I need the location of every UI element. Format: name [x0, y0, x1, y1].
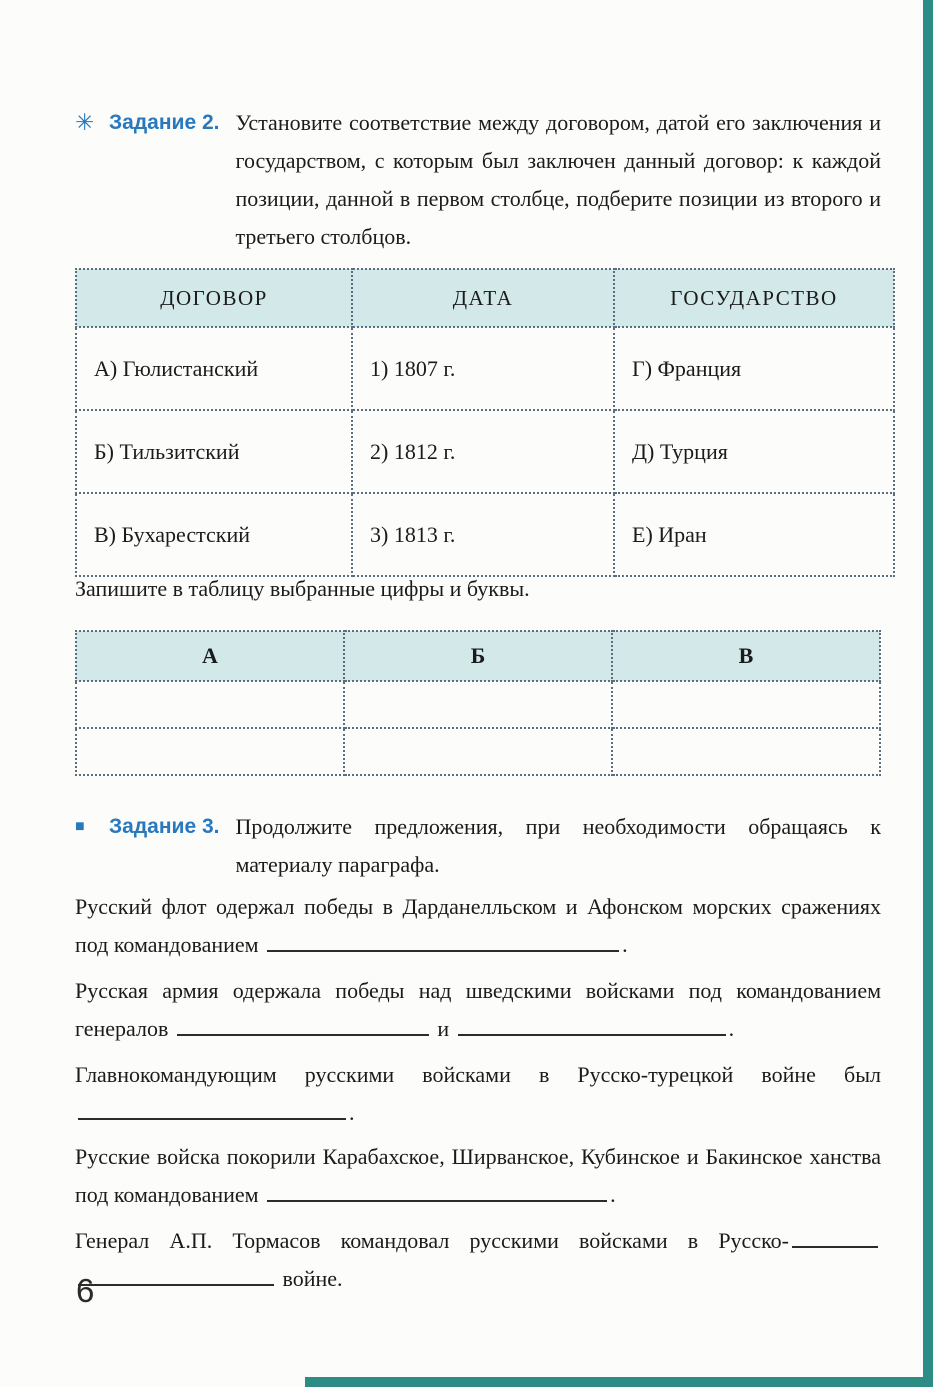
- sentence-5-text: Генерал А.П. Тормасов командовал русскими войсками в Русско-: [75, 1228, 789, 1253]
- task3-header: [75, 808, 881, 884]
- cell-date: 2) 1812 г.: [352, 410, 614, 493]
- table-row: [76, 493, 894, 576]
- answer-blank: [78, 1281, 274, 1286]
- answer-blank: [78, 1115, 346, 1120]
- sentence-3-text: Главнокомандующим русскими войсками в Русско-турецкой войне был: [75, 1062, 881, 1087]
- page-edge-stripe: [923, 0, 933, 1387]
- sentence-3-tail: .: [349, 1100, 355, 1125]
- answer-blank: [458, 1031, 726, 1036]
- page-bottom-stripe: [305, 1377, 933, 1387]
- table-row: [76, 327, 894, 410]
- task3-text: Продолжите предложения, при необходимости обращаясь к материалу параграфа.: [235, 814, 881, 877]
- answer-header-b: Б: [344, 631, 612, 681]
- matching-table: [75, 268, 895, 577]
- answer-header-v: В: [612, 631, 880, 681]
- answer-header-a: А: [76, 631, 344, 681]
- cell-date: 3) 1813 г.: [352, 493, 614, 576]
- sentence-2: [75, 972, 881, 1048]
- answer-prompt: Запишите в таблицу выбранные цифры и буквы.: [75, 576, 530, 601]
- task3-label: Задание 3.: [109, 815, 220, 838]
- sentence-3: [75, 1056, 881, 1132]
- sentence-4: [75, 1138, 881, 1214]
- answer-cell: [612, 728, 880, 775]
- sentence-4-tail: .: [610, 1182, 616, 1207]
- sentence-2-tail: .: [728, 1016, 735, 1041]
- answer-blank: [267, 947, 619, 952]
- answer-row: [76, 728, 880, 775]
- answer-blank: [267, 1197, 607, 1202]
- sentence-2-conjunction: и: [437, 1016, 450, 1041]
- sentence-5-tail: войне.: [282, 1266, 343, 1291]
- answer-cell: [76, 728, 344, 775]
- matching-table-header-row: [76, 269, 894, 327]
- task2-header: [75, 104, 881, 256]
- cell-state: Е) Иран: [614, 493, 894, 576]
- square-bullet-icon: ■: [75, 818, 85, 835]
- sentence-1: [75, 888, 881, 964]
- answer-blank: [792, 1243, 878, 1248]
- sentence-4-text: Русские войска покорили Карабахское, Ширванское, Кубинское и Бакинское ханства под командованием: [75, 1144, 881, 1207]
- sentence-1-tail: .: [622, 932, 628, 957]
- answer-cell: [344, 681, 612, 728]
- answer-cell: [76, 681, 344, 728]
- cell-state: Д) Турция: [614, 410, 894, 493]
- page-number: 6: [76, 1272, 95, 1309]
- header-state: ГОСУДАРСТВО: [614, 269, 894, 327]
- answer-table: [75, 630, 881, 776]
- sentence-1-text: Русский флот одержал победы в Дарданелльском и Афонском морских сражениях под командованием: [75, 894, 881, 957]
- answer-cell: [344, 728, 612, 775]
- cell-treaty: А) Гюлистанский: [76, 327, 352, 410]
- task2-label: Задание 2.: [109, 111, 220, 134]
- asterisk-icon: ✳: [75, 110, 95, 135]
- sentence-5: [75, 1222, 881, 1298]
- sentence-2-text: Русская армия одержала победы над шведскими войсками под командованием генералов: [75, 978, 881, 1041]
- header-treaty: ДОГОВОР: [76, 269, 352, 327]
- cell-state: Г) Франция: [614, 327, 894, 410]
- task2-text: Установите соответствие между договором, датой его заключения и государством, с которым был заключен данный договор: к каждой позиции, данной в первом столбце, подберите позиции из второго и третьего столбцов.: [235, 110, 881, 249]
- table-row: [76, 410, 894, 493]
- answer-row: [76, 681, 880, 728]
- cell-treaty: В) Бухарестский: [76, 493, 352, 576]
- cell-date: 1) 1807 г.: [352, 327, 614, 410]
- answer-cell: [612, 681, 880, 728]
- header-date: ДАТА: [352, 269, 614, 327]
- cell-treaty: Б) Тильзитский: [76, 410, 352, 493]
- answer-blank: [177, 1031, 429, 1036]
- answer-table-header-row: [76, 631, 880, 681]
